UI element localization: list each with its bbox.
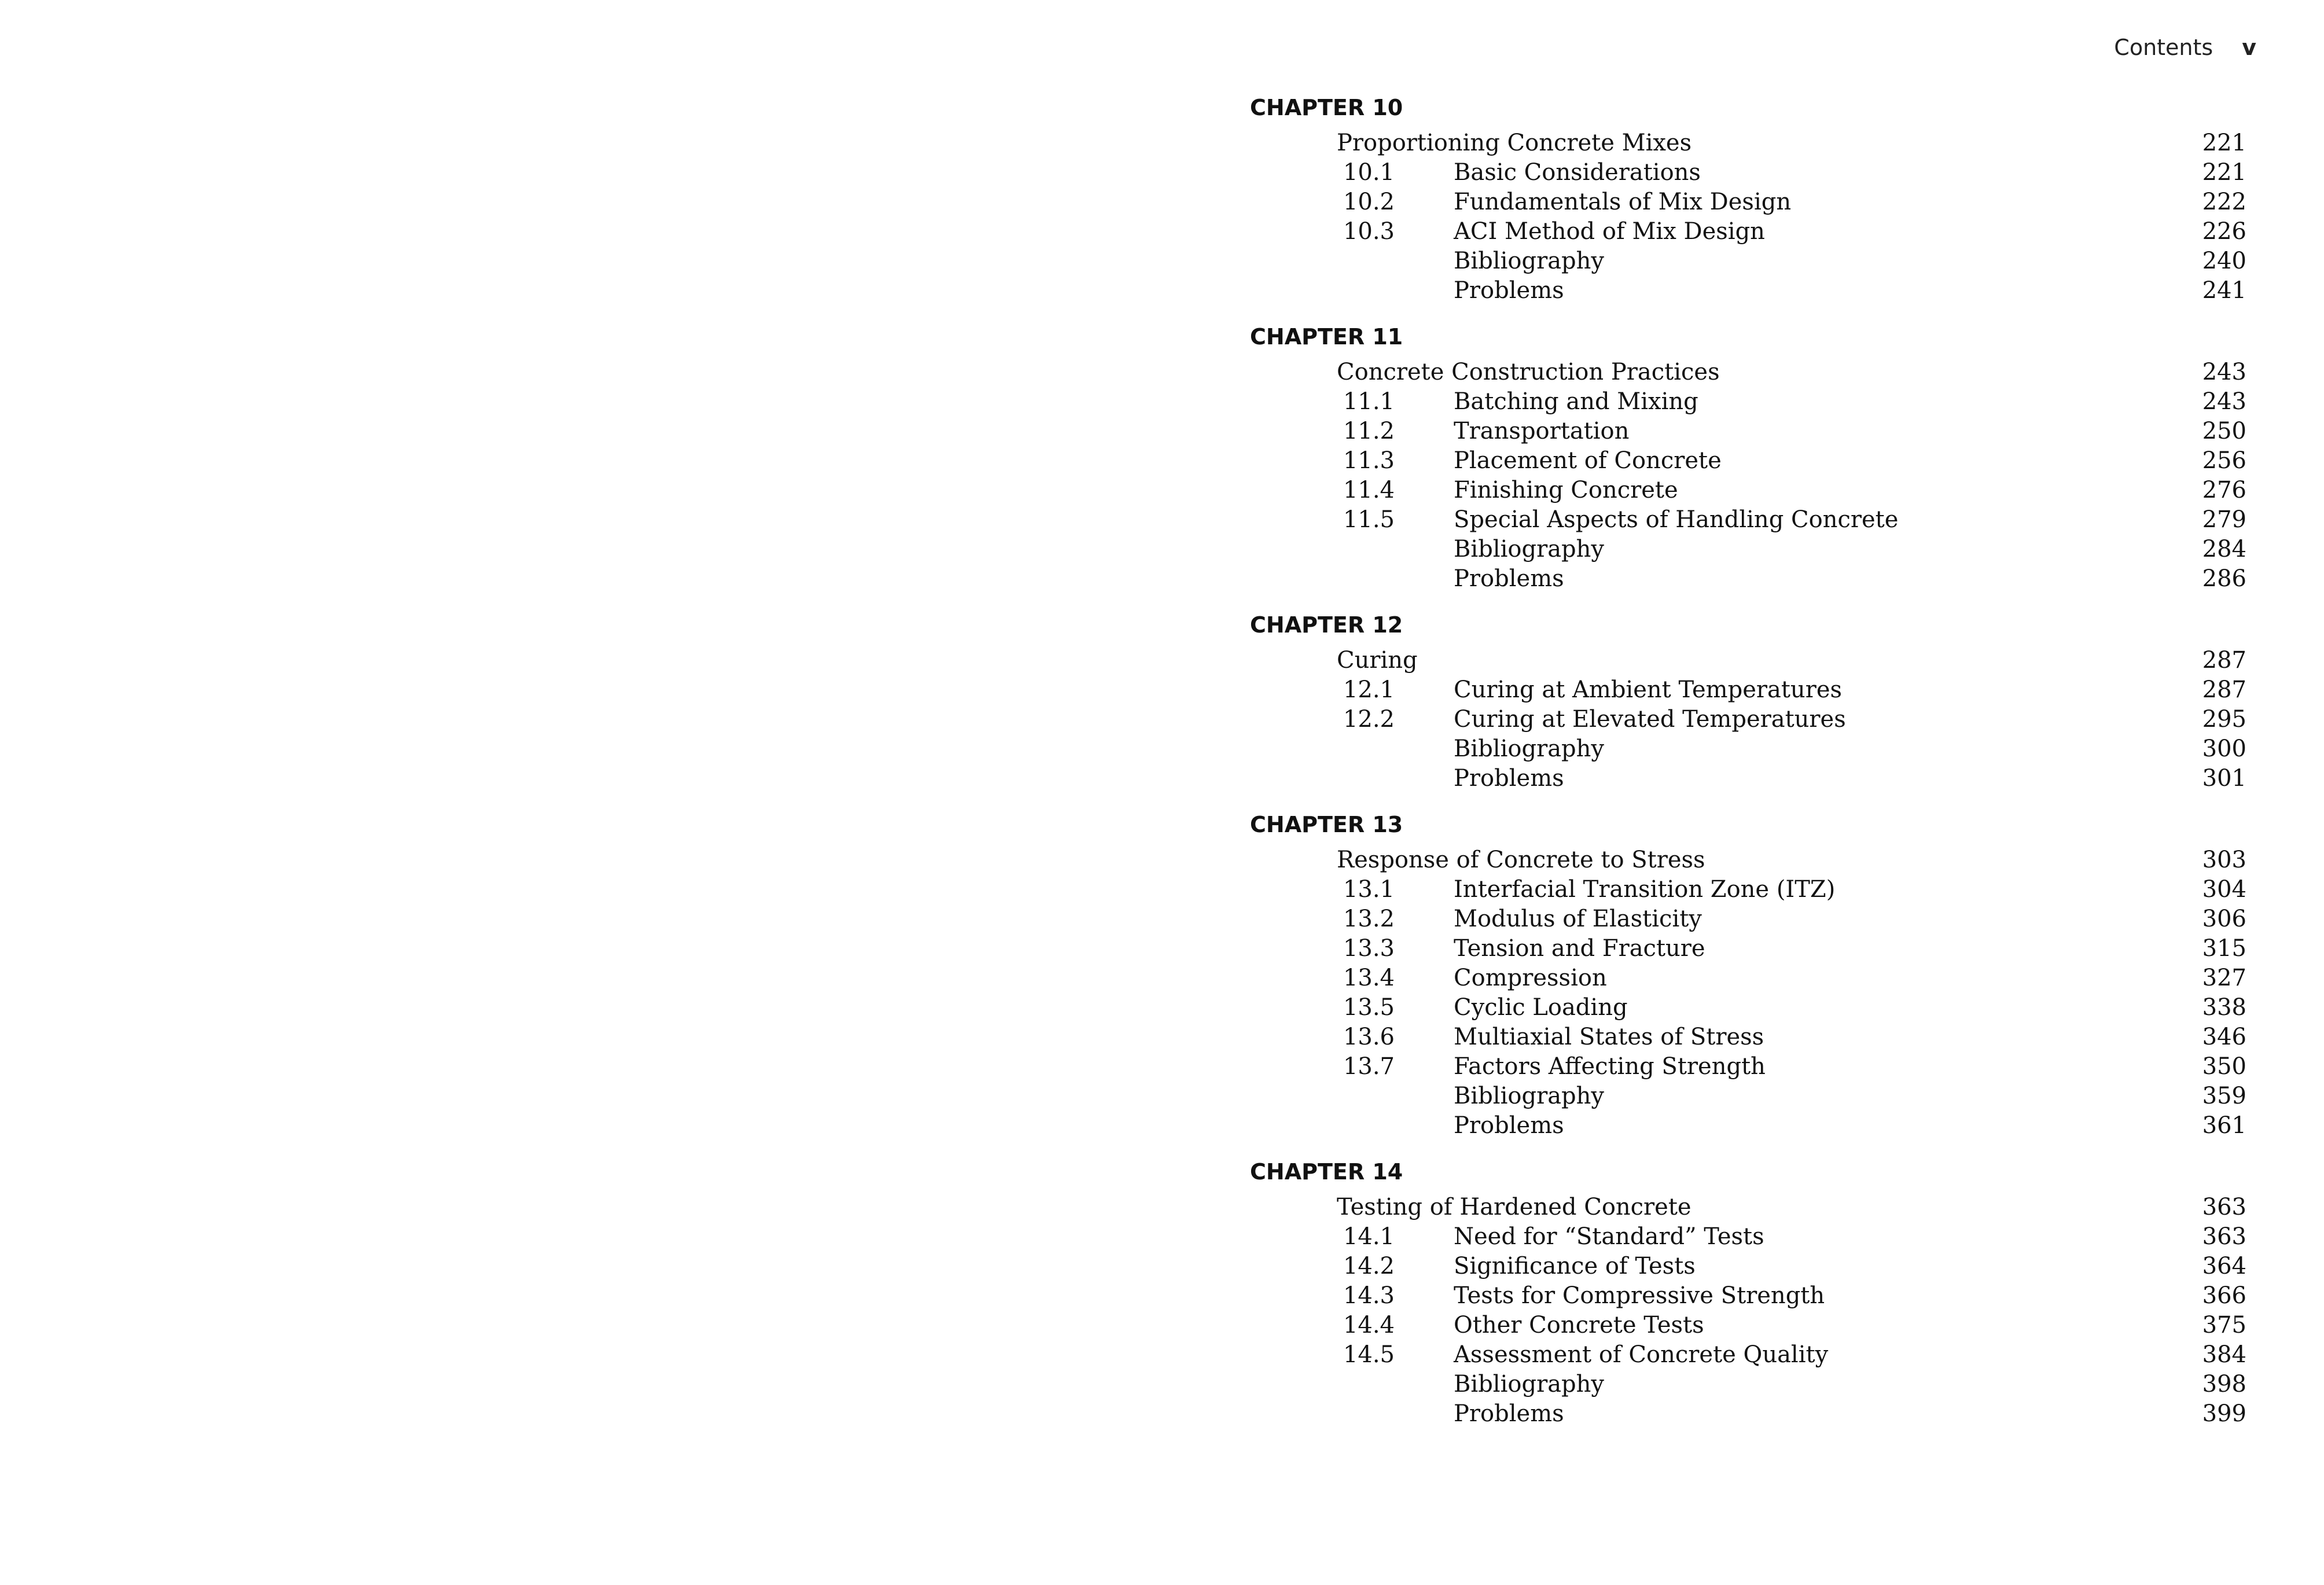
section-title: Tension and Fracture xyxy=(1454,935,1705,962)
section-row xyxy=(1250,993,2246,1023)
section-title: Problems xyxy=(1454,565,1564,592)
section-page-number: 384 xyxy=(2202,1341,2246,1368)
section-row xyxy=(1250,1370,2246,1399)
chapter-title: Testing of Hardened Concrete xyxy=(1337,1194,1691,1220)
section-title: Compression xyxy=(1454,965,1607,991)
section-row xyxy=(1250,934,2246,963)
section-row xyxy=(1250,875,2246,904)
section-number: 11.2 xyxy=(1343,418,1395,444)
section-page-number: 346 xyxy=(2202,1024,2246,1050)
section-page-number: 315 xyxy=(2202,935,2246,962)
chapter-page-number: 287 xyxy=(2202,647,2246,674)
section-row xyxy=(1250,1399,2246,1429)
section-title: Bibliography xyxy=(1454,1371,1604,1398)
section-page-number: 338 xyxy=(2202,994,2246,1021)
section-row xyxy=(1250,1222,2246,1252)
chapter-block xyxy=(1250,804,2246,1141)
section-number: 13.2 xyxy=(1343,906,1395,932)
chapter-title: Response of Concrete to Stress xyxy=(1337,847,1705,873)
section-number: 11.4 xyxy=(1343,477,1395,503)
section-title: Placement of Concrete xyxy=(1454,447,1722,474)
section-title: Interfacial Transition Zone (ITZ) xyxy=(1454,876,1836,903)
chapter-page-number: 243 xyxy=(2202,359,2246,385)
section-number: 11.1 xyxy=(1343,388,1395,415)
section-page-number: 399 xyxy=(2202,1400,2246,1427)
chapter-label: CHAPTER 14 xyxy=(1250,1159,1403,1185)
section-page-number: 350 xyxy=(2202,1053,2246,1080)
table-of-contents xyxy=(1250,87,2246,1439)
section-row xyxy=(1250,1311,2246,1340)
section-page-number: 276 xyxy=(2202,477,2246,503)
running-head xyxy=(2114,35,2256,60)
section-number: 12.1 xyxy=(1343,676,1395,703)
page-number: v xyxy=(2242,35,2256,60)
chapter-page-number: 303 xyxy=(2202,847,2246,873)
section-number: 13.1 xyxy=(1343,876,1395,903)
section-row xyxy=(1250,904,2246,934)
section-title: Curing at Elevated Temperatures xyxy=(1454,706,1846,733)
section-page-number: 398 xyxy=(2202,1371,2246,1398)
section-title: Other Concrete Tests xyxy=(1454,1312,1704,1338)
section-row xyxy=(1250,505,2246,535)
section-number: 14.1 xyxy=(1343,1223,1395,1250)
section-page-number: 279 xyxy=(2202,506,2246,533)
section-row xyxy=(1250,476,2246,505)
section-page-number: 222 xyxy=(2202,189,2246,215)
section-title: Modulus of Elasticity xyxy=(1454,906,1702,932)
section-page-number: 301 xyxy=(2202,765,2246,792)
section-title: Need for “Standard” Tests xyxy=(1454,1223,1764,1250)
section-number: 13.6 xyxy=(1343,1024,1395,1050)
section-row xyxy=(1250,276,2246,306)
section-title: Basic Considerations xyxy=(1454,159,1701,186)
section-row xyxy=(1250,764,2246,793)
section-page-number: 243 xyxy=(2202,388,2246,415)
section-title: ACI Method of Mix Design xyxy=(1454,218,1765,245)
section-title: Finishing Concrete xyxy=(1454,477,1678,503)
section-row xyxy=(1250,1052,2246,1082)
section-number: 14.4 xyxy=(1343,1312,1395,1338)
section-number: 13.7 xyxy=(1343,1053,1395,1080)
section-page-number: 250 xyxy=(2202,418,2246,444)
section-title: Curing at Ambient Temperatures xyxy=(1454,676,1843,703)
section-row xyxy=(1250,1082,2246,1111)
chapter-page-number: 363 xyxy=(2202,1194,2246,1220)
section-row xyxy=(1250,187,2246,217)
section-page-number: 359 xyxy=(2202,1083,2246,1109)
section-page-number: 300 xyxy=(2202,736,2246,762)
section-row xyxy=(1250,1111,2246,1141)
section-title: Fundamentals of Mix Design xyxy=(1454,189,1792,215)
section-title: Cyclic Loading xyxy=(1454,994,1628,1021)
section-title: Tests for Compressive Strength xyxy=(1454,1282,1825,1309)
section-title: Problems xyxy=(1454,1400,1564,1427)
chapter-block xyxy=(1250,1151,2246,1429)
section-page-number: 327 xyxy=(2202,965,2246,991)
section-page-number: 287 xyxy=(2202,676,2246,703)
section-page-number: 304 xyxy=(2202,876,2246,903)
section-row xyxy=(1250,446,2246,476)
chapter-label: CHAPTER 11 xyxy=(1250,324,1403,350)
section-row xyxy=(1250,158,2246,187)
chapter-block xyxy=(1250,604,2246,793)
section-page-number: 361 xyxy=(2202,1112,2246,1139)
section-row xyxy=(1250,1252,2246,1281)
section-title: Assessment of Concrete Quality xyxy=(1454,1341,1829,1368)
chapter-title: Concrete Construction Practices xyxy=(1337,359,1720,385)
chapter-label: CHAPTER 12 xyxy=(1250,612,1403,638)
section-number: 11.5 xyxy=(1343,506,1395,533)
section-number: 14.2 xyxy=(1343,1253,1395,1279)
chapter-block xyxy=(1250,87,2246,306)
section-title: Factors Affecting Strength xyxy=(1454,1053,1766,1080)
section-title: Multiaxial States of Stress xyxy=(1454,1024,1764,1050)
section-number: 10.2 xyxy=(1343,189,1395,215)
section-page-number: 306 xyxy=(2202,906,2246,932)
section-page-number: 363 xyxy=(2202,1223,2246,1250)
section-title: Special Aspects of Handling Concrete xyxy=(1454,506,1899,533)
section-page-number: 366 xyxy=(2202,1282,2246,1309)
section-row xyxy=(1250,963,2246,993)
chapter-title-row xyxy=(1250,358,2246,387)
section-number: 13.3 xyxy=(1343,935,1395,962)
section-title: Bibliography xyxy=(1454,536,1604,562)
chapter-page-number: 221 xyxy=(2202,130,2246,156)
section-row xyxy=(1250,387,2246,417)
chapter-block xyxy=(1250,316,2246,594)
section-row xyxy=(1250,675,2246,705)
section-number: 14.5 xyxy=(1343,1341,1395,1368)
section-page-number: 241 xyxy=(2202,277,2246,304)
section-title: Transportation xyxy=(1454,418,1630,444)
section-page-number: 221 xyxy=(2202,159,2246,186)
section-row xyxy=(1250,1023,2246,1052)
section-title: Batching and Mixing xyxy=(1454,388,1698,415)
section-row xyxy=(1250,1281,2246,1311)
section-title: Problems xyxy=(1454,765,1564,792)
section-title: Problems xyxy=(1454,277,1564,304)
chapter-title-row xyxy=(1250,646,2246,675)
section-page-number: 295 xyxy=(2202,706,2246,733)
section-title: Bibliography xyxy=(1454,1083,1604,1109)
chapter-title: Proportioning Concrete Mixes xyxy=(1337,130,1692,156)
section-row xyxy=(1250,564,2246,594)
section-page-number: 226 xyxy=(2202,218,2246,245)
chapter-label: CHAPTER 10 xyxy=(1250,95,1403,120)
section-row xyxy=(1250,535,2246,564)
section-number: 13.5 xyxy=(1343,994,1395,1021)
chapter-title-row xyxy=(1250,845,2246,875)
section-number: 14.3 xyxy=(1343,1282,1395,1309)
running-head-label: Contents xyxy=(2114,35,2213,60)
section-row xyxy=(1250,247,2246,276)
section-number: 11.3 xyxy=(1343,447,1395,474)
section-page-number: 256 xyxy=(2202,447,2246,474)
section-page-number: 240 xyxy=(2202,248,2246,274)
chapter-title-row xyxy=(1250,1193,2246,1222)
section-number: 10.1 xyxy=(1343,159,1395,186)
chapter-title-row xyxy=(1250,128,2246,158)
section-page-number: 284 xyxy=(2202,536,2246,562)
section-number: 13.4 xyxy=(1343,965,1395,991)
section-number: 12.2 xyxy=(1343,706,1395,733)
section-number: 10.3 xyxy=(1343,218,1395,245)
section-title: Significance of Tests xyxy=(1454,1253,1696,1279)
section-page-number: 375 xyxy=(2202,1312,2246,1338)
section-row xyxy=(1250,417,2246,446)
section-page-number: 286 xyxy=(2202,565,2246,592)
section-row xyxy=(1250,1340,2246,1370)
section-row xyxy=(1250,217,2246,247)
section-page-number: 364 xyxy=(2202,1253,2246,1279)
section-title: Problems xyxy=(1454,1112,1564,1139)
section-row xyxy=(1250,705,2246,734)
section-row xyxy=(1250,734,2246,764)
chapter-label: CHAPTER 13 xyxy=(1250,812,1403,837)
section-title: Bibliography xyxy=(1454,736,1604,762)
chapter-title: Curing xyxy=(1337,647,1418,674)
section-title: Bibliography xyxy=(1454,248,1604,274)
